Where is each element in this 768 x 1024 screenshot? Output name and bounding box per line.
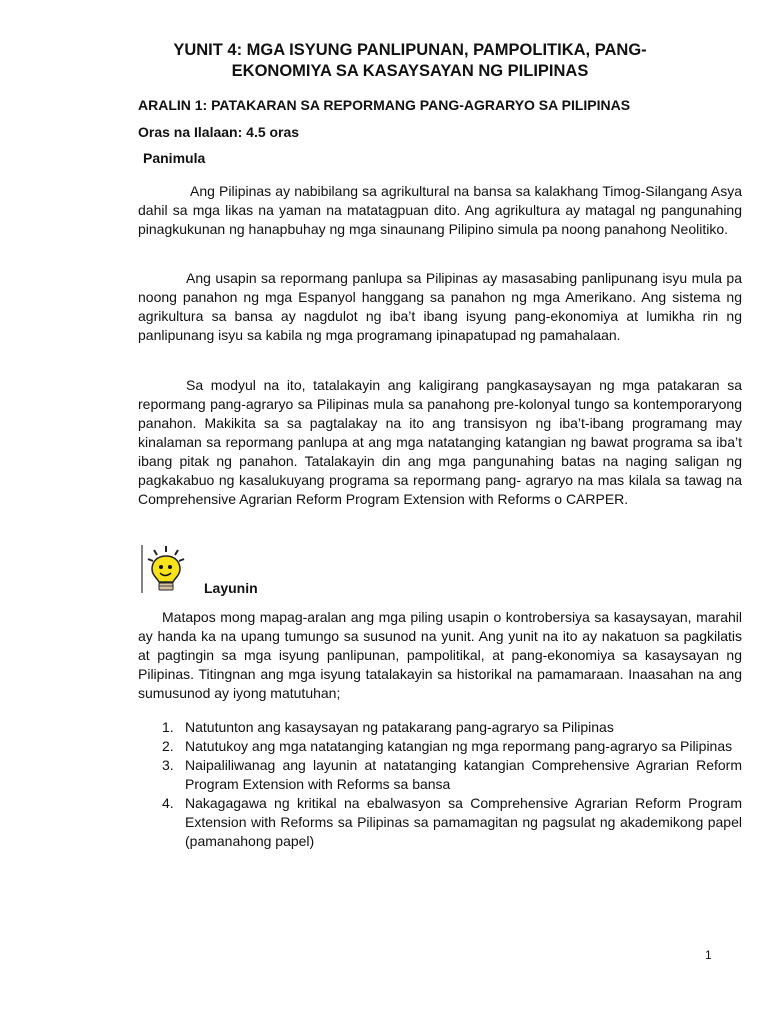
objectives-paragraph: Matapos mong mapag-aralan ang mga piling usapin o kontrobersiya sa kasaysayan, marahil ay handa ka na upang tumungo sa susunod na yunit. Ang yunit na ito ay nakatuon sa pagkilatis at pagtingin sa mga isyung panlipunan, pampolitikal, at pang-ekonomiya sa kasaysayan ng Pilipinas. Titingnan ang mga isyung tatalakayin sa historikal na pamamaraan. Inaasahan na ang sumusunod ay iyong matutuhan; — [138, 609, 742, 701]
list-item-text: Nakagagawa ng kritikal na ebalwasyon sa Comprehensive Agrarian Reform Program Extension with Reforms sa Pilipinas sa pamamagitan ng pagsulat ng akademikong papel (pamanahong papel) — [185, 795, 742, 849]
list-item — [138, 737, 742, 756]
list-item-text: Natutunton ang kasaysayan ng patakarang pang-agraryo sa Pilipinas — [185, 719, 614, 735]
lesson-title: ARALIN 1: PATAKARAN SA REPORMANG PANG-AGRARYO SA PILIPINAS — [138, 97, 631, 113]
list-item-number: 2. — [162, 738, 174, 754]
lightbulb-icon — [140, 543, 192, 595]
list-item-number: 4. — [162, 795, 174, 811]
list-item-text: Natutukoy ang mga natatanging katangian ng mga repormang pang-agraryo sa Pilipinas — [185, 738, 733, 754]
intro-paragraph-1: Ang Pilipinas ay nabibilang sa agrikultural na bansa sa kalakhang Timog-Silangang Asya dahil sa mga likas na yaman na matatagpuan dito. Ang agrikultura ay matagal ng pangunahing pinagkukunan ng hanapbuhay ng mga sinaunang Pilipino simula pa noong panahong Neolitiko. — [138, 183, 742, 237]
page-number: 1 — [705, 948, 712, 962]
unit-title-line-2: EKONOMIYA SA KASAYSAYAN NG PILIPINAS — [231, 62, 589, 80]
intro-heading: Panimula — [143, 150, 206, 166]
unit-title-line-1: YUNIT 4: MGA ISYUNG PANLIPUNAN, PAMPOLITIKA, PANG- — [173, 41, 647, 59]
list-item — [138, 756, 742, 794]
unit-title — [130, 40, 690, 82]
list-item-number: 1. — [162, 719, 174, 735]
list-item — [138, 718, 742, 737]
objectives-heading: Layunin — [204, 580, 258, 596]
list-item — [138, 794, 742, 851]
list-item-number: 3. — [162, 757, 174, 773]
objectives-list — [138, 718, 742, 851]
list-item-text: Naipaliliwanag ang layunin at natatanging katangian Comprehensive Agrarian Reform Program Extension with Reforms sa bansa — [185, 757, 742, 792]
intro-paragraph-3: Sa modyul na ito, tatalakayin ang kaligirang pangkasaysayan ng mga patakaran sa repormang pang-agraryo sa Pilipinas mula sa panahong pre-kolonyal tungo sa kontemporaryong panahon. Makikita sa sa pagtalakay na ito ang transisyon ng iba’t-ibang programang may kinalaman sa repormang panlupa at ang mga natatanging katangian ng bawat programa sa iba’t ibang pitak ng panahon. Tatalakayin din ang mga pangunahing batas na naging saligan ng pagkakabuo ng kasalukuyang programa sa repormang pang- agraryo na mas kilala sa tawag na Comprehensive Agrarian Reform Program Extension with Reforms o CARPER. — [138, 377, 742, 507]
allotted-hours: Oras na Ilalaan: 4.5 oras — [138, 124, 300, 140]
intro-paragraph-2: Ang usapin sa repormang panlupa sa Pilipinas ay masasabing panlipunang isyu mula pa noong panahon ng mga Espanyol hanggang sa panahon ng mga Amerikano. Ang sistema ng agrikultura sa bansa ay nagdulot ng iba’t ibang isyung pang-ekonomiya at lumikha rin ng panlipunang isyu sa kabila ng mga programang ipinapatupad ng pamahalaan. — [138, 270, 742, 343]
